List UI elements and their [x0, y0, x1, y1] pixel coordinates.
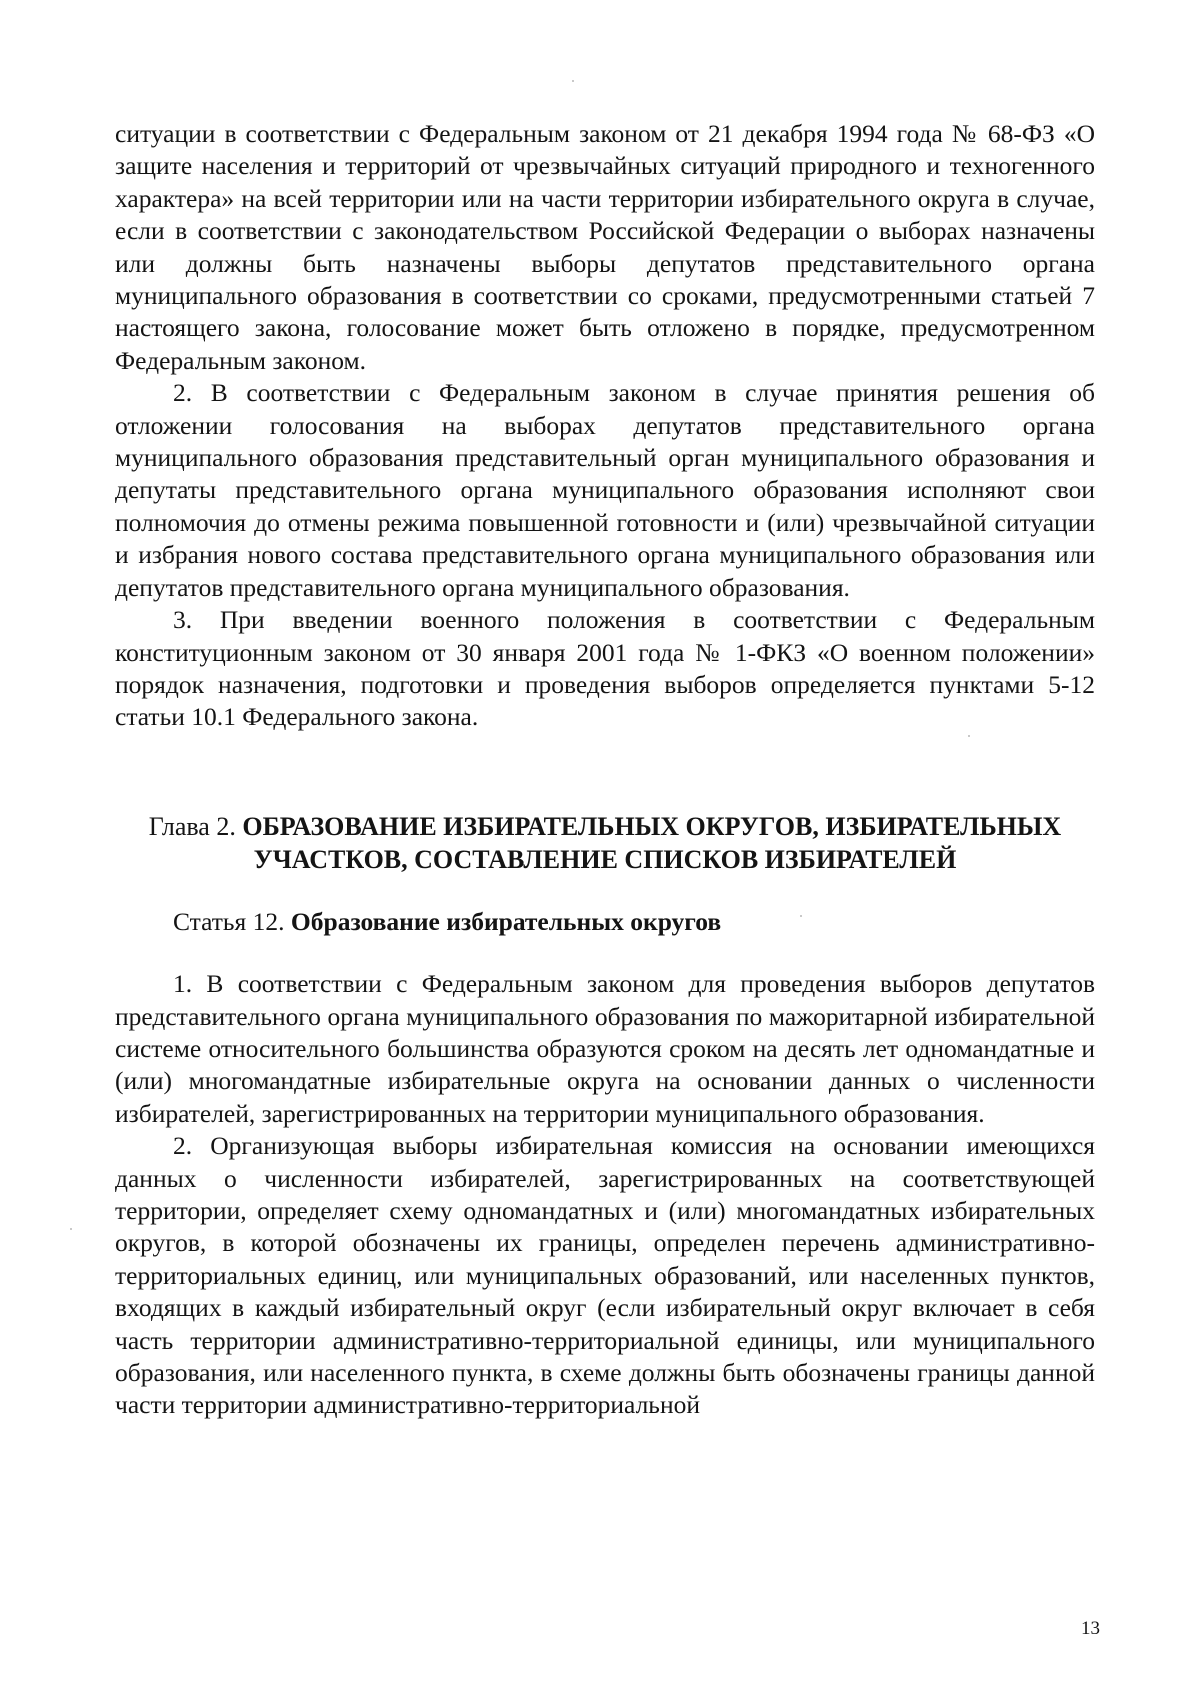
article-heading [115, 906, 1095, 938]
paragraph-item-3: 3. При введении военного положения в соответствии с Федеральным конституционным законом от 30 января 2001 года № 1-ФКЗ «О военном положении» порядок назначения, подготовки и проведения выборов определяется пунктами 5-12 статьи 10.1 Федерального закона. [115, 605, 1095, 732]
article-title: Образование избирательных округов [290, 906, 722, 936]
chapter-title: ОБРАЗОВАНИЕ ИЗБИРАТЕЛЬНЫХ ОКРУГОВ, ИЗБИРАТЕЛЬНЫХ УЧАСТКОВ, СОСТАВЛЕНИЕ СПИСКОВ ИЗБИРАТЕЛЕЙ [242, 811, 1062, 874]
paragraph-article-item-1: 1. В соответствии с Федеральным законом для проведения выборов депутатов представительного органа муниципального образования по мажоритарной избирательной системе относительного большинства образуются сроком на десять лет одномандатные и (или) многомандатные избирательные округа на основании данных о численности избирателей, зарегистрированных на территории муниципального образования. [115, 969, 1095, 1128]
scan-speck [572, 80, 574, 82]
scan-speck [70, 1228, 72, 1230]
paragraph-continuation: ситуации в соответствии с Федеральным законом от 21 декабря 1994 года № 68-ФЗ «О защите населения и территорий от чрезвычайных ситуаций природного и техногенного характера» на всей территории или на части территории избирательного округа в случае, если в соответствии с законодательством Российской Федерации о выборах назначены или должны быть назначены выборы депутатов представительного органа муниципального образования в соответствии со сроками, предусмотренными статьей 7 настоящего закона, голосование может быть отложено в порядке, предусмотренном Федеральным законом. [115, 119, 1095, 375]
document-page [115, 118, 1095, 1422]
article-prefix: Статья 12. [173, 906, 291, 936]
page-number: 13 [1081, 1618, 1100, 1639]
scan-speck [968, 735, 970, 737]
chapter-heading [115, 810, 1095, 876]
paragraph-item-2: 2. В соответствии с Федеральным законом в случае принятия решения об отложении голосования на выборах депутатов представительного органа муниципального образования представительный орган муниципального образования и депутаты представительного органа муниципального образования исполняют свои полномочия до отмены режима повышенной готовности и (или) чрезвычайной ситуации и избрания нового состава представительного органа муниципального образования или депутатов представительного органа муниципального образования. [115, 378, 1095, 602]
scan-speck [800, 915, 802, 917]
chapter-prefix: Глава 2. [148, 811, 243, 841]
paragraph-article-item-2: 2. Организующая выборы избирательная комиссия на основании имеющихся данных о численности избирателей, зарегистрированных на соответствующей территории, определяет схему одномандатных и (или) многомандатных избирательных округов, в которой обозначены их границы, определен перечень административно-территориальных единиц, или муниципальных образований, или населенных пунктов, входящих в каждый избирательный округ (если избирательный округ включает в себя часть территории административно-территориальной единицы, или муниципального образования, или населенного пункта, в схеме должны быть обозначены границы данной части территории административно-территориальной [115, 1131, 1095, 1420]
